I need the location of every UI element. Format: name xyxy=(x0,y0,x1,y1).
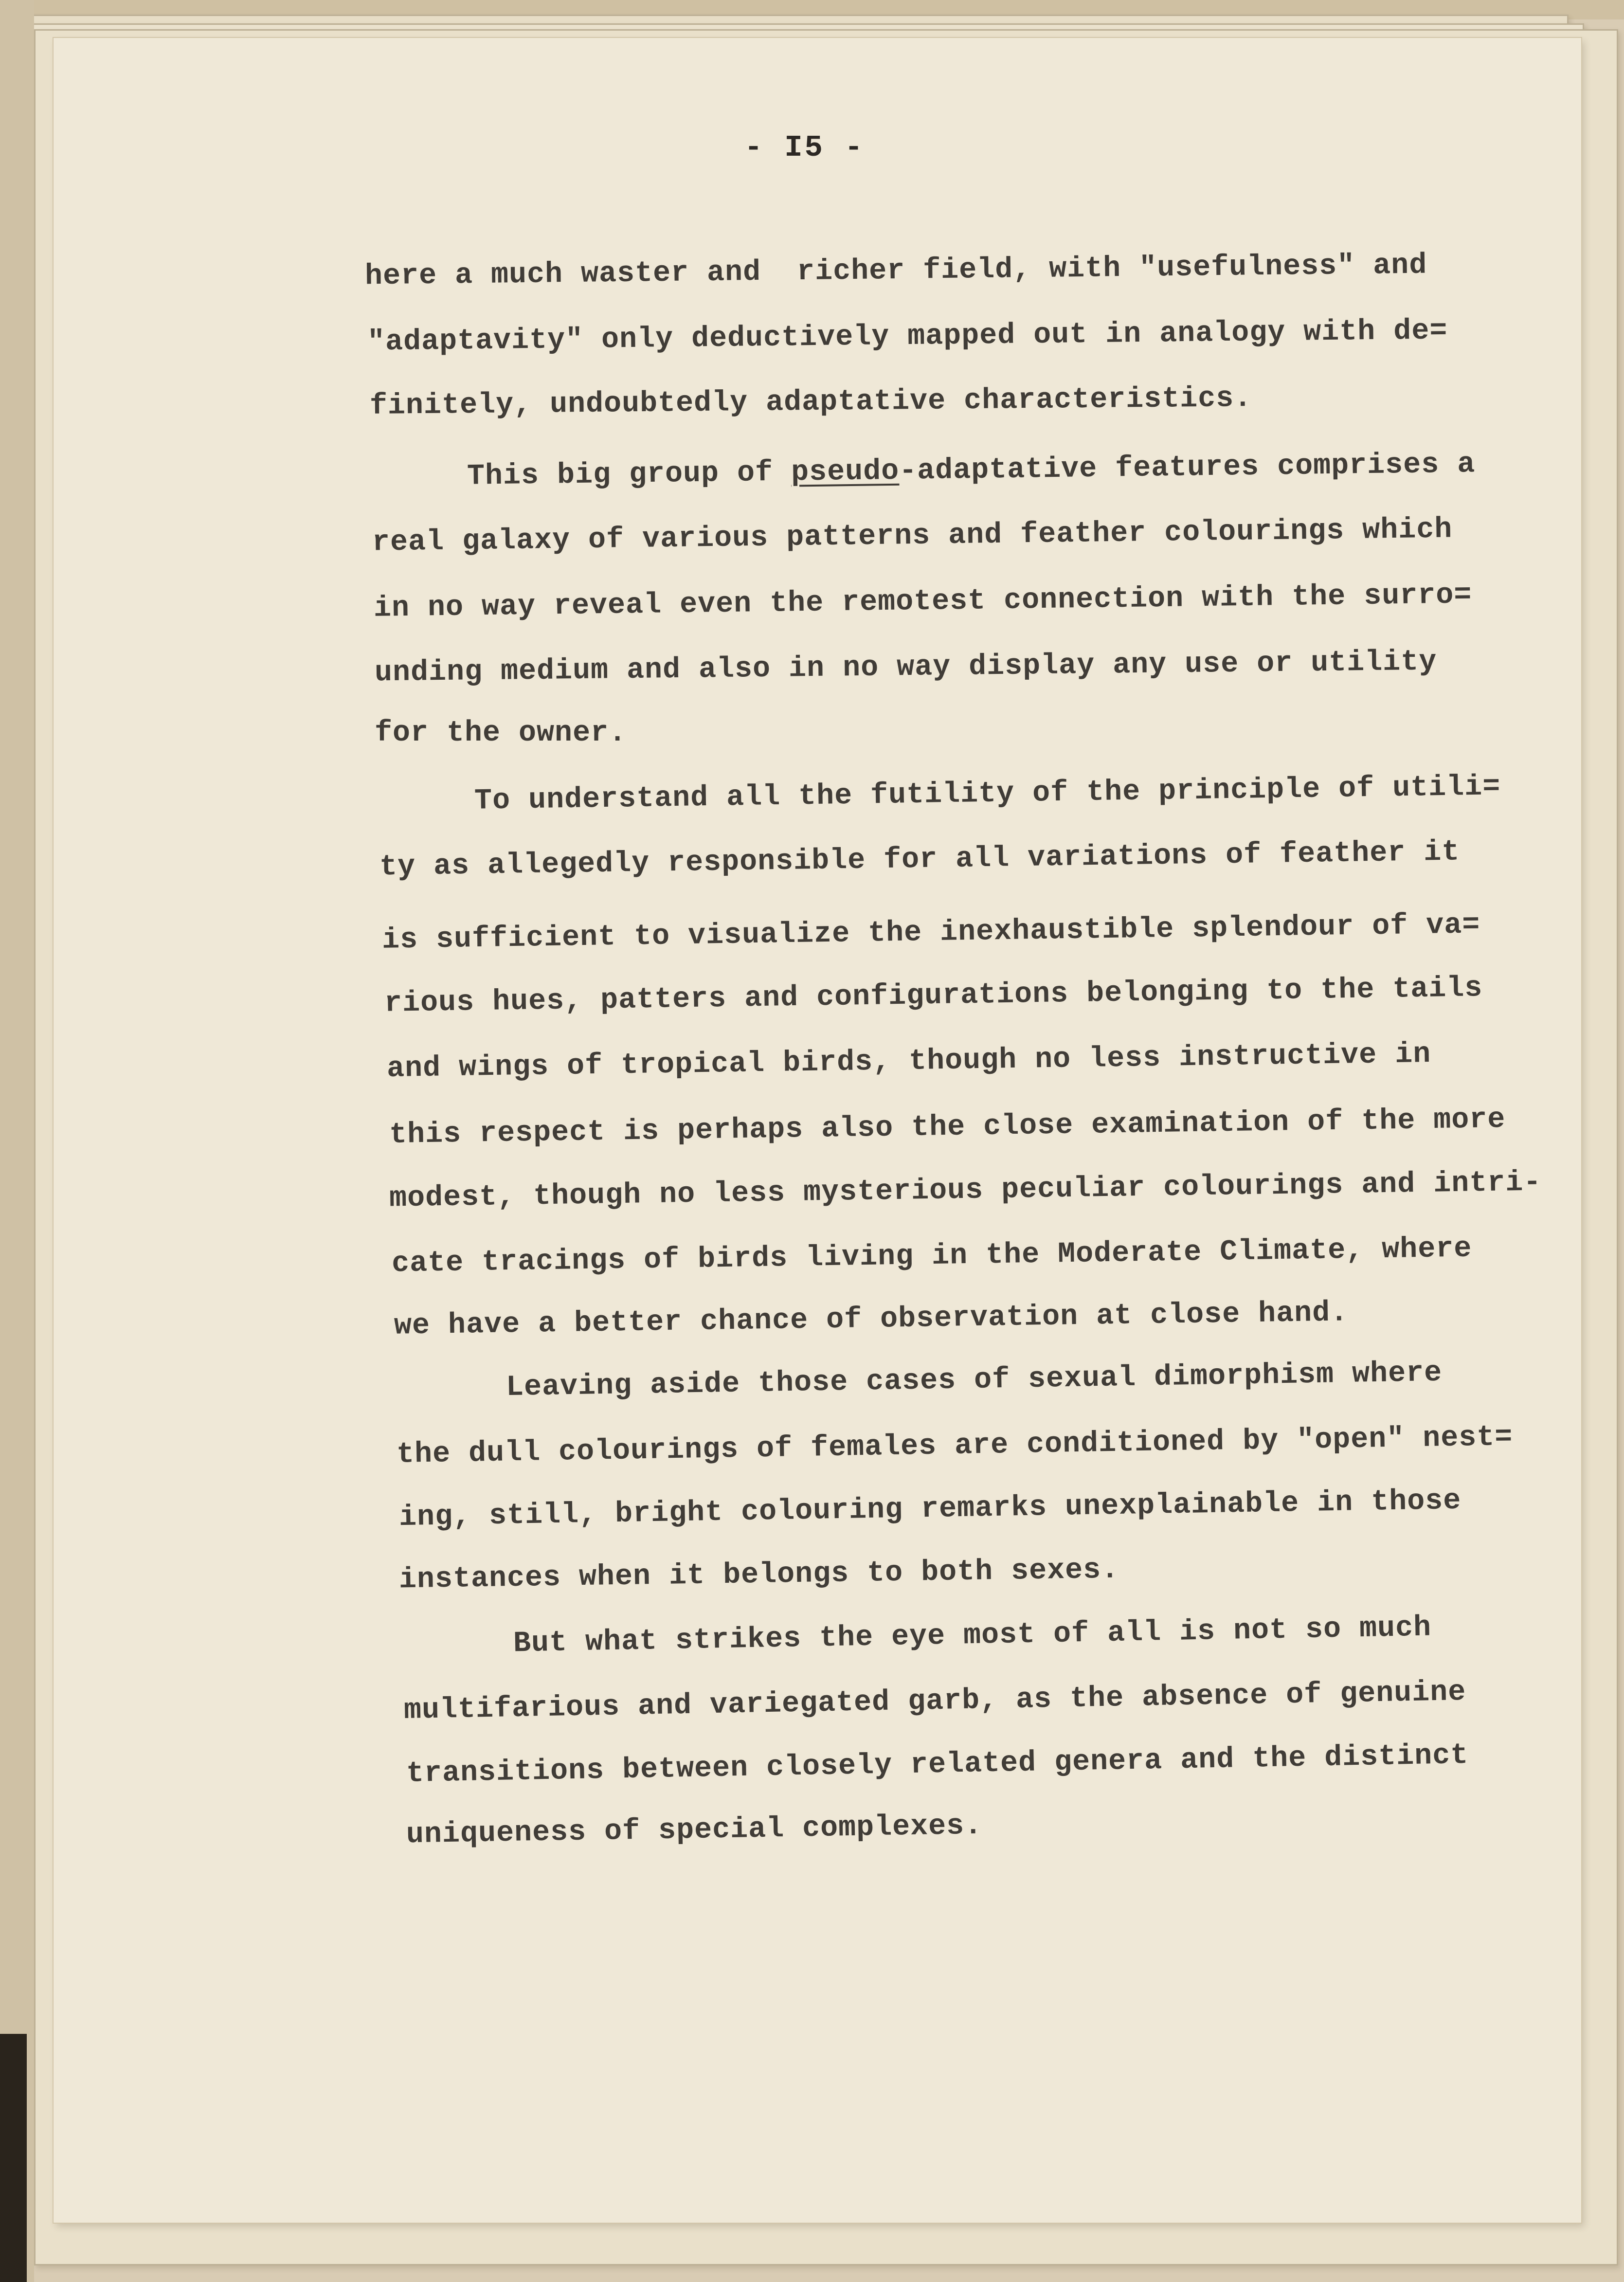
page-number: - I5 - xyxy=(744,130,865,165)
text-line: transitions between closely related genera and the distinct xyxy=(406,1739,1469,1791)
text-run: This big group of xyxy=(467,456,792,493)
text-line: multifarious and variegated garb, as the absence of genuine xyxy=(403,1675,1466,1728)
text-line: Leaving aside those cases of sexual dimorphism where xyxy=(505,1356,1443,1405)
text-line: modest, though no less mysterious peculiar colourings and intri- xyxy=(389,1166,1542,1215)
text-line xyxy=(467,448,1476,493)
text-line: rious hues, patters and configurations belonging to the tails xyxy=(384,972,1483,1020)
underlined-word: pseudo xyxy=(791,454,900,489)
text-line: ing, still, bright colouring remarks unexplainable in those xyxy=(398,1484,1462,1535)
text-line: To understand all the futility of the principle of utili= xyxy=(474,770,1501,818)
text-line: is sufficient to visualize the inexhaustible splendour of va= xyxy=(381,908,1480,957)
text-line: for the owner. xyxy=(375,717,627,750)
binding-shadow xyxy=(0,2034,27,2282)
text-line: real galaxy of various patterns and feather colourings which xyxy=(372,513,1453,560)
text-line: here a much waster and richer field, with "usefulness" and xyxy=(364,249,1427,293)
text-line: cate tracings of birds living in the Moderate Climate, where xyxy=(391,1232,1472,1281)
text-line: uniqueness of special complexes. xyxy=(406,1809,983,1852)
text-line: in no way reveal even the remotest connection with the surro= xyxy=(373,579,1472,625)
text-line: and wings of tropical birds, though no less instructive in xyxy=(386,1038,1431,1086)
text-run: -adaptative features comprises a xyxy=(899,448,1476,488)
text-line: But what strikes the eye most of all is not so much xyxy=(513,1611,1432,1661)
text-line: the dull colourings of females are conditioned by "open" nest= xyxy=(396,1420,1513,1472)
left-paper-edge xyxy=(0,0,34,2282)
text-line: "adaptavity" only deductively mapped out in analogy with de= xyxy=(367,314,1448,359)
text-line: ty as allegedly responsible for all variations of feather it xyxy=(379,835,1460,884)
text-line: finitely, undoubtedly adaptative characteristics. xyxy=(369,382,1252,423)
text-line: this respect is perhaps also the close examination of the more xyxy=(389,1103,1506,1152)
text-line: instances when it belongs to both sexes. xyxy=(398,1553,1119,1597)
typewritten-page xyxy=(54,38,1581,2223)
text-line: unding medium and also in no way display any use or utility xyxy=(374,645,1437,690)
text-line: we have a better chance of observation at close hand. xyxy=(394,1296,1349,1343)
